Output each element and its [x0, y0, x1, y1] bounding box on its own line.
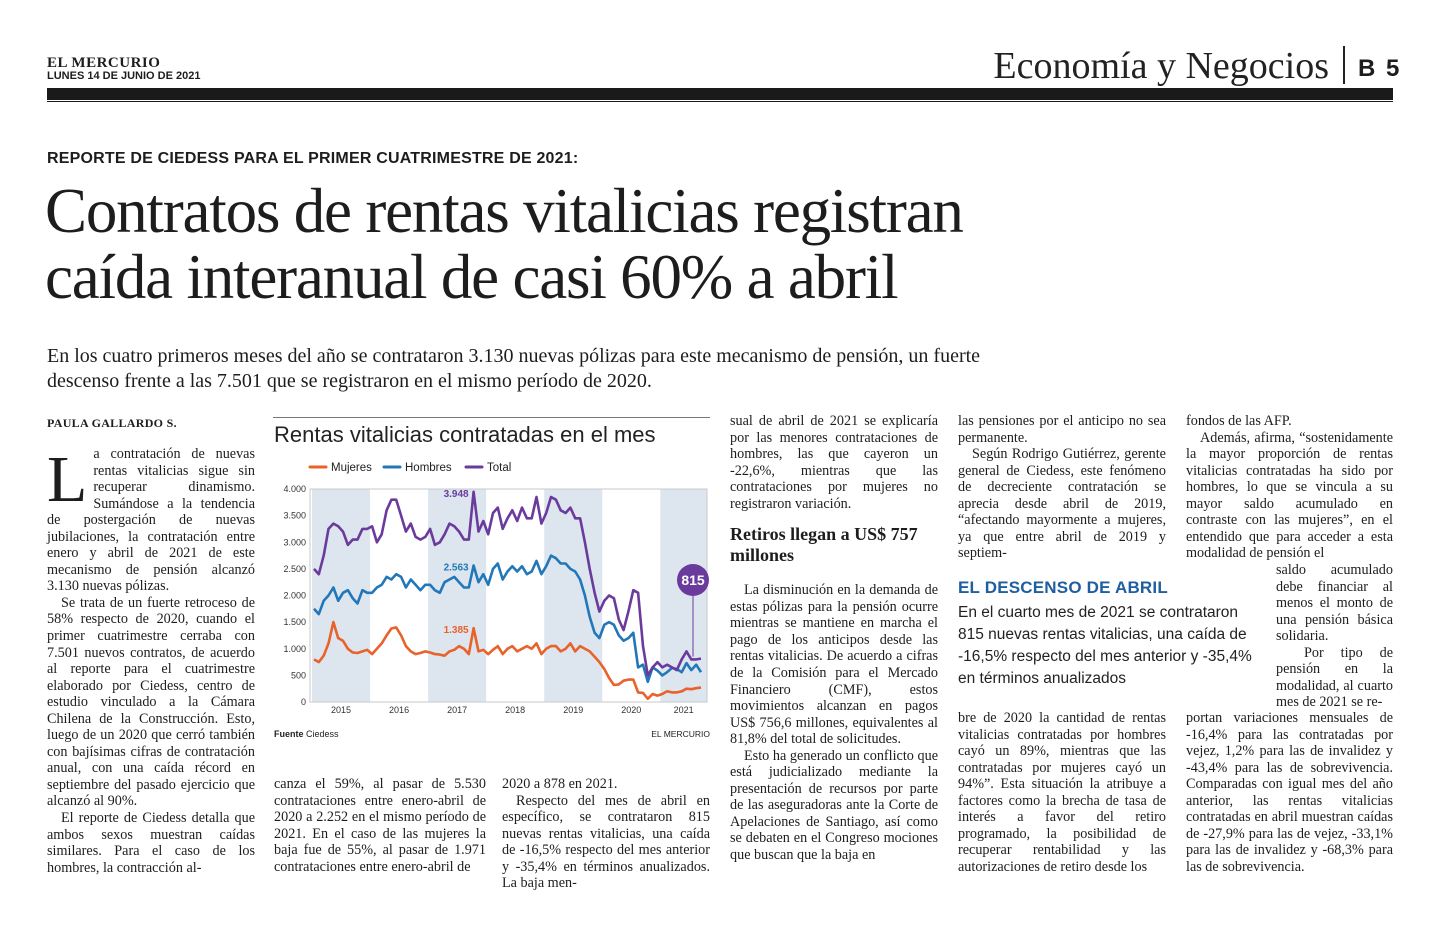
series-line-hombres: [314, 556, 701, 682]
y-tick-label: 4.000: [283, 484, 306, 494]
x-tick-label: 2016: [389, 705, 410, 715]
y-tick-label: 1.500: [283, 617, 306, 628]
y-tick-label: 0: [300, 697, 306, 707]
paragraph: Respecto del mes de abril en específico, se contrataron 815 nuevas rentas vitalicias, una caída de -16,5% respecto del mes anterior y -35,4% en términos anualizados. La baja men-: [502, 792, 710, 892]
paragraph: Por tipo de pensión en la modalidad, al cuarto mes de 2021 se re-: [1276, 644, 1393, 711]
y-tick-label: 500: [290, 670, 306, 681]
body-column-5: [1186, 413, 1393, 562]
paragraph: bre de 2020 la cantidad de rentas vitalicias contratadas por hombres cayó un 89%, mientras que las contratadas por mujeres cayó un 94%”. Esta situación la atribuye a factores como la brecha de tasa de interés a favor del retiro programado, la posibilidad de recuperar rentabilidad y las autorizaciones de retiro desde los: [958, 710, 1166, 875]
chart-source-label: Fuente: [274, 729, 304, 739]
highlight-line: 815 nuevas rentas vitalicias, una caída de: [958, 626, 1247, 643]
drop-cap: L: [47, 443, 88, 516]
x-tick-label: 2020: [621, 705, 642, 715]
chart-top-rule: [273, 417, 710, 418]
body-column-1: [47, 443, 255, 876]
chart-title: Rentas vitalicias contratadas en el mes: [274, 422, 656, 447]
paragraph: La disminución en la demanda de estas pólizas para la pensión ocurre mientras se mantiene en marcha el pago de los anticipos desde las rentas vitalicias. De acuerdo a cifras de la Comisión para el Mercado Financiero (CMF), estos movimientos alcanzan en pagos US$ 756,6 millones, equivalentes al 81,8% del total de solicitudes.: [730, 582, 938, 748]
paragraph: 2020 a 878 en 2021.: [502, 776, 618, 792]
highlight-box: [958, 578, 1258, 690]
highlight-text: [958, 602, 1258, 690]
y-tick-label: 3.500: [283, 510, 306, 521]
paragraph: El reporte de Ciedess detalla que ambos sexos muestran caídas similares. Para el caso de los hombres, la contracción al-: [47, 810, 255, 876]
y-tick-label: 1.000: [283, 643, 306, 654]
y-tick-label: 3.000: [283, 537, 306, 548]
body-column-3: [730, 413, 938, 864]
year-band-2019: [544, 489, 602, 702]
paragraph: a contratación de nuevas rentas vitalicias sigue sin recuperar dinamismo. Sumándose a la tendencia de postergación de nuevas jubilaciones, la contratación entre enero y abril de 2021 de este mecanismo de pensión alcanzó 3.130 nuevas pólizas.: [47, 446, 255, 595]
header-rule-thin: [47, 101, 1393, 102]
legend-label: Mujeres: [331, 462, 372, 474]
x-tick-label: 2021: [673, 705, 694, 715]
chart-source: Ciedess: [306, 729, 339, 739]
paragraph: fondos de las AFP.: [1186, 413, 1292, 429]
header-rule: [47, 88, 1393, 100]
highlight-line: En el cuarto mes de 2021 se contrataron: [958, 604, 1239, 621]
deck-line-2: descenso frente a las 7.501 que se registraron en el mismo período de 2020.: [47, 370, 652, 392]
body-column-4: [958, 413, 1166, 562]
x-tick-label: 2017: [447, 705, 468, 715]
legend-label: Hombres: [405, 462, 452, 474]
body-column-3a: [502, 776, 710, 892]
paragraph: Se trata de un fuerte retroceso de 58% respecto de 2020, cuando el primer cuatrimestre cerraba con 7.501 nuevos contratos, de acuerdo al reporte para el cuatrimestre elaborado por Ciedess, centro de estudio vinculado a la Cámara Chilena de la Construcción. Esto, luego de un 2020 que cerró también con bajísimas cifras de contratación anual, con una caída récord en septiembre del pasado ejercicio que alcanzó al 90%.: [47, 594, 255, 810]
paragraph: saldo acumulado debe financiar al menos el monto de una pensión básica solidaria.: [1276, 562, 1393, 645]
legend-label: Total: [487, 462, 512, 474]
body-column-4b: [958, 710, 1166, 875]
deck-line-1: En los cuatro primeros meses del año se contrataron 3.130 nuevas pólizas para este mecanismo de pensión, un fuerte: [47, 345, 981, 367]
headline-line-1: Contratos de rentas vitalicias registran: [45, 176, 963, 246]
newspaper-name: EL MERCURIO: [47, 55, 161, 71]
paragraph: Esto ha generado un conflicto que está judicializado mediante la presentación de recursos por parte de las aseguradoras ante la Corte de Apelaciones de Santiago, así como se debaten en el Congreso mociones que buscan que la baja en: [730, 747, 938, 864]
article-kicker: REPORTE DE CIEDESS PARA EL PRIMER CUATRIMESTRE DE 2021:: [47, 150, 579, 167]
issue-date: LUNES 14 DE JUNIO DE 2021: [47, 70, 201, 82]
chart-legend: [310, 462, 511, 474]
data-label: 1.385: [443, 625, 469, 637]
highlight-line: -16,5% respecto del mes anterior y -35,4%: [958, 648, 1252, 665]
page-number: B 5: [1358, 55, 1402, 82]
paragraph: las pensiones por el anticipo no sea permanente.: [958, 413, 1166, 446]
paragraph: Según Rodrigo Gutiérrez, gerente general de Ciedess, este fenómeno de decreciente contratación se aprecia desde abril de 2019, “afectando mayormente a mujeres, ya que entre abril de 2019 y septiem-: [958, 446, 1166, 562]
body-column-2: [274, 776, 486, 875]
highlight-title: EL DESCENSO DE ABRIL: [958, 578, 1168, 597]
x-tick-label: 2019: [563, 705, 584, 715]
highlight-line: en términos anualizados: [958, 670, 1127, 687]
x-tick-label: 2018: [505, 705, 526, 715]
data-label: 3.948: [443, 488, 469, 500]
paragraph: Además, afirma, “sostenidamente la mayor proporción de rentas vitalicias contratadas ha sido por hombres, lo que se vincula a su mayor saldo acumulado en contraste con las mujeres”, en el entendido que para acceder a esta modalidad de pensión el: [1186, 429, 1393, 562]
article-headline: [45, 178, 1345, 310]
subhead-retiros: Retiros llegan a US$ 757 millones: [730, 524, 918, 566]
y-tick-label: 2.000: [283, 590, 306, 601]
section-divider: [1343, 46, 1345, 84]
paragraph: sual de abril de 2021 se explicaría por las menores contrataciones de hombres, las que cayeron un -22,6%, mientras que las contrataciones por mujeres no registraron variación.: [730, 413, 938, 512]
headline-line-2: caída interanual de casi 60% a abril: [45, 242, 898, 312]
body-column-5b: [1186, 710, 1393, 875]
x-tick-label: 2015: [331, 705, 352, 715]
paragraph: portan variaciones mensuales de -16,4% para las contratadas por vejez, 1,2% para las de invalidez y -43,4% para las de sobrevivencia. Comparadas con igual mes del año anterior, las rentas vitalicias contratadas en abril muestran caídas de -27,9% para las de vejez, -33,1% para las de invalidez y -68,3% para las de sobrevivencia.: [1186, 710, 1393, 875]
article-byline: PAULA GALLARDO S.: [47, 416, 177, 430]
article-deck: [47, 344, 1157, 394]
body-column-5-wrap: [1276, 562, 1393, 711]
data-label: 2.563: [443, 562, 469, 574]
chart-credit: EL MERCURIO: [651, 729, 710, 739]
y-tick-label: 2.500: [283, 563, 306, 574]
line-chart: [272, 452, 712, 744]
paragraph: canza el 59%, al pasar de 5.530 contrataciones entre enero-abril de 2020 a 2.252 en el mismo período de 2021. En el caso de las mujeres la baja fue de 55%, al pasar de 1.971 contrataciones entre enero-abril de: [274, 776, 486, 875]
data-label: 815: [681, 572, 705, 588]
section-title: Economía y Negocios: [993, 45, 1329, 87]
